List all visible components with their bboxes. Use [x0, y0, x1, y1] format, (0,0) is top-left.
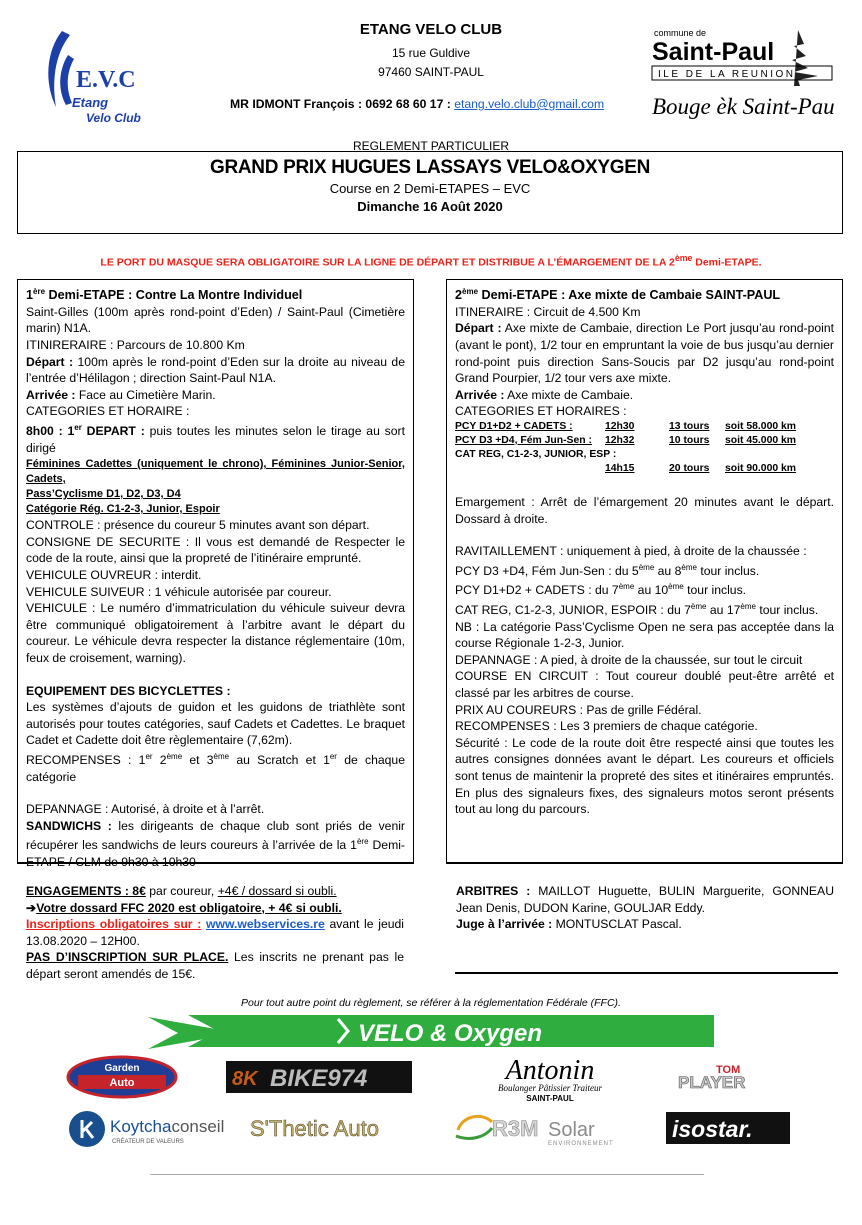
pas-inscription-line: PAS D’INSCRIPTION SUR PLACE. Les inscrits ne prenant pas le départ seront amendés de 15€. [26, 950, 404, 981]
schedule-row: PCY D3 +D4, Fém Jun-Sen : 12h32 10 tours soit 45.000 km [455, 434, 797, 446]
stage-1-title: 1ère Demi-ETAPE : Contre La Montre Individuel [26, 287, 303, 303]
svg-text:Auto: Auto [109, 1077, 135, 1089]
schedule-table [455, 420, 834, 476]
stage-2-depart: Départ : Axe mixte de Cambaie, direction Le Port jusqu’au rond-point (avant le pont), 1/2 tour en empruntant la voie de bus jusqu’au dernier rond-point puis direction Sans-Soucis par D2 jusqu’au rond-point Grand Pourpier, 1/2 tour vers axe mixte. [455, 321, 834, 386]
stage-1-recompenses: RECOMPENSES : 1er 2ème et 3ème au Scratch et 1er de chaque catégorie [26, 751, 405, 784]
engagements-line: ENGAGEMENTS : 8€ par coureur, +4€ / dossard si oubli. [26, 884, 337, 898]
arbitres-block [456, 883, 834, 933]
stage-1-sandwichs: SANDWICHS : les dirigeants de chaque club sont priés de venir récupérer les sandwichs de leurs coureurs à l’arrivée de la 1ère Demi-ETAPE / CLM de 9h30 à 10h30 [26, 818, 405, 869]
divider [455, 972, 838, 974]
stage-2-categories: CATEGORIES ET HORAIRES : [455, 404, 627, 419]
r3m-solar-logo [452, 1108, 648, 1148]
equipement-title: EQUIPEMENT DES BICYCLETTES : [26, 683, 231, 698]
stage-1-arrivee: Arrivée : Face au Cimetière Marin. [26, 387, 216, 402]
svg-text:Bouge èk Saint-Paul!: Bouge èk Saint-Paul! [652, 94, 836, 119]
course-en-circuit: COURSE EN CIRCUIT : Tout coureur doublé peut-être arrêté et classé par les arbitres de course. [455, 669, 834, 701]
svg-text:TOM: TOM [716, 1064, 741, 1076]
website-link[interactable]: www.webservices.re [206, 917, 325, 932]
schedule-row: CAT REG, C1-2-3, JUNIOR, ESP : [455, 448, 617, 460]
stage-2-arrivee: Arrivée : Axe mixte de Cambaie. [455, 387, 634, 402]
stage-1-first-depart: 8h00 : 1er DEPART : puis toutes les minutes selon le tirage au sort dirigé [26, 422, 405, 455]
svg-text:Boulanger Pâtissier Traiteur: Boulanger Pâtissier Traiteur [497, 1083, 603, 1093]
mask-notice: LE PORT DU MASQUE SERA OBLIGATOIRE SUR LA LIGNE DE DÉPART ET DISTRIBUE A L’ÉMARGEMENT DE LA 2ème Demi-ETAPE. [100, 253, 762, 269]
svg-text:isostar.: isostar. [672, 1116, 753, 1142]
email-link[interactable]: etang.velo.club@gmail.com [454, 97, 605, 111]
svg-text:ENVIRONNEMENT: ENVIRONNEMENT [548, 1141, 614, 1147]
svg-text:Velo Club: Velo Club [86, 111, 141, 125]
juge-line: Juge à l’arrivée : MONTUSCLAT Pascal. [456, 917, 682, 932]
contact-name: MR IDMONT François : 0692 68 60 17 : [230, 97, 451, 111]
arbitres-line: ARBITRES : MAILLOT Huguette, BULIN Marguerite, GONNEAU Jean Denis, DUDON Karine, GOULJAR Eddy. [456, 884, 834, 915]
stage-2-itineraire: ITINERAIRE : Circuit de 4.500 Km [455, 304, 641, 319]
dossard-line: ➔Votre dossard FFC 2020 est obligatoire, + 4€ si oubli. [26, 900, 342, 915]
svg-text:ILE DE LA REUNION: ILE DE LA REUNION [658, 69, 796, 80]
inscriptions-line: Inscriptions obligatoires sur : www.webservices.re avant le jeudi 13.08.2020 – 12H00. [26, 917, 404, 948]
svg-text:Saint-Paul: Saint-Paul [652, 38, 775, 66]
race-date: Dimanche 16 Août 2020 [357, 199, 503, 215]
stage-1-cat-2: Pass’Cyclisme D1, D2, D3, D4 [26, 488, 181, 501]
ffc-note: Pour tout autre point du règlement, se référer à la réglementation Fédérale (FFC). [241, 997, 621, 1009]
svg-text:SAINT-PAUL: SAINT-PAUL [526, 1094, 574, 1103]
nb-note: NB : La catégorie Pass’Cyclisme Open ne sera pas acceptée dans la course Régionale 1-2-3, Junior. [455, 619, 834, 651]
svg-text:E.V.C: E.V.C [76, 67, 136, 93]
isostar-logo [666, 1112, 790, 1144]
svg-text:VELO & Oxygen: VELO & Oxygen [358, 1020, 543, 1047]
stage-1-ouvreur: VEHICULE OUVREUR : interdit. [26, 567, 202, 582]
stage-2-box [446, 279, 843, 864]
address-line-1: 15 rue Guldive [391, 46, 471, 60]
ravitaillement-2: PCY D1+D2 + CADETS : du 7ème au 10ème tour inclus. [455, 582, 747, 598]
svg-text:Garden: Garden [104, 1063, 140, 1074]
svg-text:R3M: R3M [492, 1116, 539, 1141]
svg-text:CRÉATEUR DE VALEURS: CRÉATEUR DE VALEURS [112, 1139, 184, 1145]
antonin-logo [460, 1055, 640, 1103]
stage-1-box [17, 279, 414, 869]
koytcha-logo [68, 1110, 244, 1148]
stage-1-categories: CATEGORIES ET HORAIRE : [26, 404, 190, 419]
ravitaillement-1: PCY D3 +D4, Fém Jun-Sen : du 5ème au 8ème tour inclus. [455, 562, 760, 578]
svg-text:commune de: commune de [654, 28, 707, 38]
race-subtitle: Course en 2 Demi-ETAPES – EVC [329, 180, 531, 196]
stage-1-controle: CONTROLE : présence du coureur 5 minutes avant son départ. [26, 518, 370, 533]
tom-player-logo [676, 1062, 776, 1092]
svg-text:Koytchaconseil: Koytchaconseil [110, 1117, 225, 1136]
arrow-icon: ➔ [26, 900, 37, 915]
stage-1-cat-1: Féminines Cadettes (uniquement le chrono), Féminines Junior-Senior, Cadets, [26, 458, 405, 486]
stage-1-route: Saint-Gilles (100m après rond-point d’Eden) / Saint-Paul (Cimetière marin) N1A. [26, 304, 405, 336]
svg-text:8K: 8K [232, 1068, 258, 1090]
stage-1-depart: Départ : 100m après le rond-point d’Eden sur la droite au niveau de l’entrée d’Hélilagon ; direction Saint-Paul N1A. [26, 354, 405, 386]
emargement: Emargement : Arrêt de l’émargement 20 minutes avant le départ. Dossard à droite. [455, 494, 834, 526]
stage-1-consigne: CONSIGNE DE SECURITE : Il vous est demandé de Respecter le code de la route, ainsi que la propreté de l’itinéraire emprunté. [26, 534, 405, 566]
stage-1-depannage: DEPANNAGE : Autorisé, à droite et à l’arrêt. [26, 802, 265, 817]
club-name: ETANG VELO CLUB [359, 21, 503, 38]
svg-text:Etang: Etang [72, 95, 109, 110]
stage-1-vehicule: VEHICULE : Le numéro d’immatriculation du véhicule suiveur devra être communiqué obligatoirement à l’arbitre avant le départ du coureur. Le véhicule devra respecter la distance réglementaire (10m, feux de croisement, warning). [26, 601, 405, 665]
stage-1-cat-3: Catégorie Rég. C1-2-3, Junior, Espoir [26, 503, 220, 516]
reglement-label: REGLEMENT PARTICULIER [352, 139, 510, 153]
svg-text:Antonin: Antonin [505, 1055, 595, 1086]
bike974-logo [226, 1061, 412, 1093]
stage-2-title: 2ème Demi-ETAPE : Axe mixte de Cambaie SAINT-PAUL [455, 287, 781, 303]
sthetic-auto-logo [248, 1112, 428, 1142]
equipement-text: Les systèmes d’ajouts de guidon et les guidons de triathlète sont autorisés pour toutes catégories, sauf Cadets et Cadettes. Le braquet Cadet et Cadette doit être règlementaire (7,62m). [26, 700, 405, 748]
securite: Sécurité : Le code de la route doit être respecté ainsi que toutes les autres consignes données avant le départ. Les coureurs et officiels sont tenus de maintenir la propreté des sites et itinéraires empruntés. En plus des signaleurs fixes, des signaleurs motos seront présents tout au long du parcours. [455, 735, 834, 817]
ravitaillement: RAVITAILLEMENT : uniquement à pied, à droite de la chaussée : [455, 544, 807, 559]
race-title: GRAND PRIX HUGUES LASSAYS VELO&OXYGEN [209, 157, 651, 178]
footer-line [150, 1174, 704, 1175]
stage-2-recompenses: RECOMPENSES : Les 3 premiers de chaque catégorie. [455, 719, 758, 734]
engagements-block [26, 883, 404, 983]
address-line-2: 97460 SAINT-PAUL [378, 65, 484, 79]
garden-auto-logo [66, 1055, 178, 1099]
svg-text:BIKE974: BIKE974 [270, 1065, 368, 1092]
velo-oxygen-logo [148, 1011, 714, 1051]
svg-text:Solar: Solar [548, 1119, 595, 1141]
schedule-row: 14h15 20 tours soit 90.000 km [605, 462, 797, 474]
svg-text:PLAYER: PLAYER [678, 1073, 746, 1092]
stage-2-depannage: DEPANNAGE : A pied, à droite de la chaussée, sur tout le circuit [455, 652, 803, 667]
contact-line [230, 96, 604, 113]
ravitaillement-3: CAT REG, C1-2-3, JUNIOR, ESPOIR : du 7ème au 17ème tour inclus. [455, 602, 819, 618]
prix-coureurs: PRIX AU COUREURS : Pas de grille Fédéral. [455, 702, 702, 717]
stage-1-itineraire: ITINIRERAIRE : Parcours de 10.800 Km [26, 337, 245, 352]
svg-text:S'Thetic Auto: S'Thetic Auto [250, 1116, 379, 1141]
schedule-row: PCY D1+D2 + CADETS : 12h30 13 tours soit 58.000 km [455, 420, 797, 432]
title-box [17, 151, 843, 234]
stage-1-suiveur: VEHICULE SUIVEUR : 1 véhicule autorisée par coureur. [26, 584, 332, 599]
